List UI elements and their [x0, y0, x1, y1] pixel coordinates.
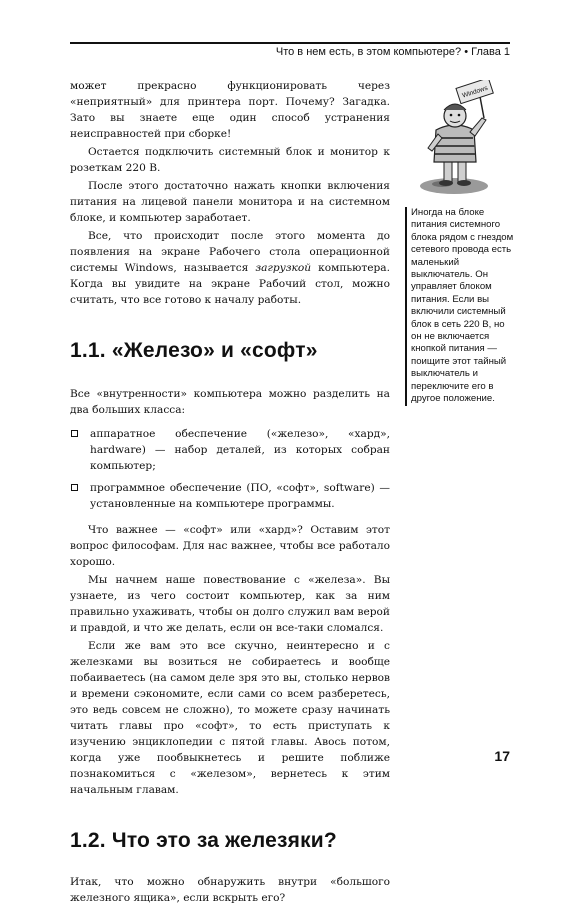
paragraph-text: компьютера. Когда вы увидите на экране Рабочий стол, можно считать, что все готово к началу работы. — [70, 262, 390, 306]
list-item — [70, 480, 390, 512]
paragraph: Мы начнем наше повествование с «железа». Вы узнаете, из чего состоит компьютер, как за ним правильно ухаживать, чтобы он долго служил вам верой и правдой, и что же делать, если он все-таки сломался. — [70, 574, 390, 634]
page-number: 17 — [494, 748, 510, 764]
paragraph: Итак, что можно обнаружить внутри «большого железного ящика», если вскрыть его? — [70, 876, 390, 904]
section-heading: 1.1. «Железо» и «софт» — [70, 339, 318, 362]
paragraph: Остается подключить системный блок и монитор к розеткам 220 В. — [70, 146, 390, 174]
running-header: Что в нем есть, в этом компьютере? • Глава 1 — [275, 46, 510, 58]
square-bullet-icon — [71, 430, 78, 437]
main-column — [70, 78, 390, 906]
paragraph: После этого достаточно нажать кнопки включения питания на лицевой панели монитора и на системном блоке, и компьютер заработает. — [70, 180, 390, 224]
paragraph: Что важнее — «софт» или «хард»? Оставим этот вопрос философам. Для нас важнее, чтобы все работало хорошо. — [70, 524, 390, 568]
list-item-text: аппаратное обеспечение («железо», «хард», hardware) — набор деталей, из которых собран компьютер; — [90, 428, 390, 472]
paragraph: Все «внутренности» компьютера можно разделить на два больших класса: — [70, 388, 390, 416]
paragraph: может прекрасно функционировать через «неприятный» для принтера порт. Почему? Загадка. Зато вы знаете еще один способ устранения неисправностей при сборке! — [70, 80, 390, 140]
sidebar-note: Иногда на блоке питания системного блока рядом с гнездом сетевого провода есть маленький выключатель. Он управляет блоком питания. Если вы включили системный блок в сеть 220 В, но он не включается кнопкой питания — поищите этот тайный выключатель и переключите его в другое положение. — [405, 207, 517, 406]
paragraph-text: Все, что происходит после этого момента до появления на экране Рабочего стола операционной системы Windows, называется — [70, 230, 390, 274]
paragraph — [70, 228, 390, 308]
cartoon-man-with-sign-illustration — [412, 80, 510, 198]
bullet-list — [70, 426, 390, 512]
emphasized-term: загрузкой — [255, 262, 312, 274]
paragraph: Если же вам это все скучно, неинтересно и с железками вы возиться не собираетесь и вообще побаиваетесь (на самом деле зря это вы, столько нервов и времени сэкономите, если сами со всем разберетесь, это ведь совсем не сложно), то можете сразу начинать читать главы про «софт», то есть приступать к изучению энциклопедии с пятой главы. Авось потом, когда уже пообвыкнетесь и решите поближе познакомиться с «железом», вернетесь к этим начальным главам. — [70, 640, 390, 796]
sign-text: Windows — [461, 84, 489, 100]
list-item-text: программное обеспечение (ПО, «софт», software) — установленные на компьютере программы. — [90, 482, 390, 510]
square-bullet-icon — [71, 484, 78, 491]
list-item — [70, 426, 390, 474]
section-heading: 1.2. Что это за железяки? — [70, 829, 337, 852]
header-rule — [70, 42, 510, 44]
